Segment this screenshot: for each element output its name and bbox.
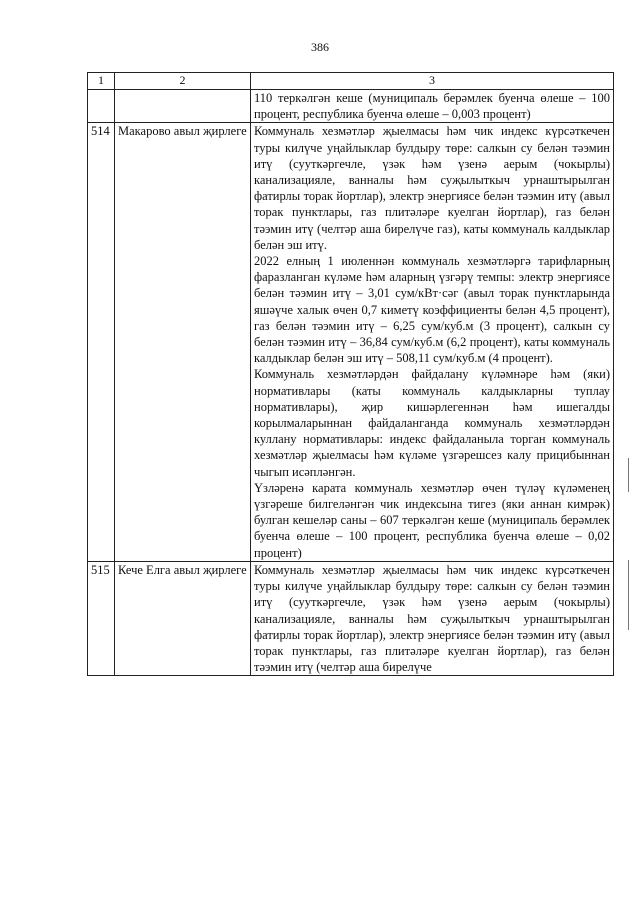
settlement-name: Кече Елга авыл җирлеге xyxy=(115,561,251,675)
column-header: 3 xyxy=(251,73,614,90)
settlement-name xyxy=(115,90,251,123)
row-description xyxy=(251,123,614,561)
description-paragraph: Коммуналь хезмәтләр җыелмасы һәм чик индекс күрсәткечен туры килүче уңайлыклар булдыру төре: салкын су белән тәэмин итү (сууткәргечле, үзәк һәм үзенә аерым (чокырлы) канализацияле, ванналы һәм суҗылыткыч урнаштырылган фатирлы торак йортлар), электр энергиясе белән тәэмин итү (авыл торак пунктлары, газ плитәләре куелган йортлар), газ белән тәэмин итү (челтәр аша бирелүче xyxy=(254,562,610,675)
description-paragraph: Коммуналь хезмәтләр җыелмасы һәм чик индекс күрсәткечен туры килүче уңайлыклар булдыру төре: салкын су белән тәэмин итү (сууткәргечле, үзәк һәм үзенә аерым (чокырлы) канализацияле, ванналы һәм суҗылыткыч урнаштырылган фатирлы торак йортлар), электр энергиясе белән тәэмин итү (авыл торак пунктлары, газ плитәләре куелган йортлар), газ белән тәэмин итү (челтәр аша бирелүче газ), каты коммуналь калдыклар белән эш итү. xyxy=(254,124,610,252)
description-paragraph: Үзләренә карата коммуналь хезмәтләр өчен түләү күләменең үзгәреше билгеләнгән чик индексына тигез (яки аннан кимрәк) булган кешеләр саны – 607 теркәлгән кеше (муниципаль берәмлек буенча өлеше – 100 процент, республика буенча өлеше – 0,02 процент) xyxy=(254,480,610,560)
table-header-row xyxy=(88,73,614,90)
document-table xyxy=(87,72,614,676)
description-paragraph: Коммуналь хезмәтләрдән файдалану күләмнәре һәм (яки) нормативлары (каты коммуналь калдыкларны туплау нормативлары), җир кишәрлегеннән һәм ишегалды корылмаларыннан файдаланганда коммуналь хезмәтләрдән куллану нормативлары: индекс файдаланыла торган коммуналь хезмәтләр җыелмасы һәм күләме үзгәрешсез калу прицибыннан чыгып исәпләнгән. xyxy=(254,367,610,479)
scan-edge-mark xyxy=(628,458,629,492)
description-paragraph: 110 теркәлгән кеше (муниципаль берәмлек буенча өлеше – 100 процент, республика буенча өлеше – 0,003 процент) xyxy=(254,91,610,122)
row-description xyxy=(251,561,614,675)
row-number: 514 xyxy=(88,123,115,561)
page-number: 386 xyxy=(311,40,329,54)
table-row xyxy=(88,90,614,123)
scan-edge-mark xyxy=(628,560,629,630)
row-number: 515 xyxy=(88,561,115,675)
description-paragraph: 2022 елның 1 июленнән коммуналь хезмәтләргә тарифларның фаразланган күләме һәм аларның үзгәрү темпы: электр энергиясе белән тәэмин итү – 3,01 сум/кВт·сәг (авыл торак пунктларында яшәүче халык өчен 0,7 киметү коэффициенты белән 4,5 процент), газ белән тәэмин итү – 6,25 сум/куб.м (3 процент), салкын су белән тәэмин итү – 36,84 сум/куб.м (6,2 процент), каты коммуналь калдыклар белән эш итү – 508,11 сум/куб.м (4 процент). xyxy=(254,254,610,366)
table-row xyxy=(88,561,614,675)
table-row xyxy=(88,123,614,561)
settlement-name: Макарово авыл җирлеге xyxy=(115,123,251,561)
row-description xyxy=(251,90,614,123)
column-header: 1 xyxy=(88,73,115,90)
column-header: 2 xyxy=(115,73,251,90)
row-number xyxy=(88,90,115,123)
